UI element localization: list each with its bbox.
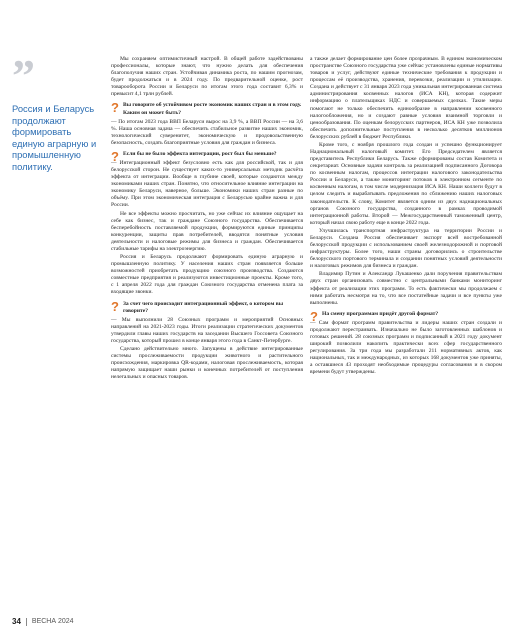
issue-label: ВЕСНА 2024 (31, 618, 74, 625)
question-mark-icon: ? (111, 148, 119, 164)
paragraph: Улучшилась транспортная инфраструктура на территории России и Беларуси. Создана Россия обеспечивает экспорт всей востребованной белорусской продукции с использованием своей железнодорожной и портовой инфраструктуры. Более того, наши страны договорились о строительстве белорусского портового терминала и создании понятных условий деятельности и налоговых режимов для бизнеса и граждан. (310, 227, 502, 270)
footer-divider (26, 618, 27, 626)
paragraph: Сделано действительно много. Запущены в действие интегрированные системы прослеживаемости продукции животного и растительного происхождения, маркировка QR-кодами, налоговая прослеживаемость, которая напрямую защищает наши рынки и конечных потребителей от поступления нелегальных и опасных товаров. (111, 345, 303, 381)
interview-question (111, 102, 303, 116)
paragraph: Не все эффекты можно просчитать, но уже сейчас их влияние ощущает на себе как бизнес, так и граждане Союзного государства. Обеспечивается бесперебойность поставляемой продукции, формируются единые принципы конкуренции, защиты прав потребителей, вводятся понятные условия деятельности и налоговые режимы для бизнеса и граждан. Обеспечивается стабильные тарифы на электроэнергию. (111, 210, 303, 252)
question-mark-icon: ? (111, 298, 119, 314)
paragraph: Россия и Беларусь продолжают формировать единую аграрную и промышленную политику. У населения наших стран появляется больше возможностей приобретать продукцию союзного производства. Создаются совместные предприятия и реализуются инвестиционные проекты. Кроме того, с 1 апреля 2022 года для граждан Союзного государства отменена плата за входящие звонки. (111, 254, 303, 296)
question-mark-icon: ? (111, 100, 119, 116)
paragraph: Мы сохраняем оптимистичный настрой. В общей работе задействованы профессионалы, которые знают, что нужно делать для обеспечения благополучия наших стран. Устойчивая динамика роста, по нашим прогнозам, будет продолжаться и в 2024 году. По предварительной оценке, рост товарооборота России и Беларуси по итогам этого года составит 6,3% и превысит 4,1 трлн рублей. (111, 56, 303, 98)
question-text: Вы говорите об устойчивом росте экономик наших стран и в этом году. Каким он может быть? (123, 102, 302, 116)
question-mark-icon: ? (310, 308, 318, 324)
question-text: На смену программам придёт другой формат? (322, 310, 439, 317)
pull-quote: Россия и Беларусь продолжают формировать единую аграрную и промышленную политику. (12, 103, 97, 172)
interview-question (310, 308, 502, 324)
quote-mark-icon: ” (12, 50, 35, 101)
page-number: 34 (12, 617, 21, 626)
text-column-left (111, 56, 303, 382)
paragraph: Владимир Путин и Александр Лукашенко дали поручения правительствам двух стран организовать совместно с центральными банками мониторинг эффекта от реализации этих программ. То есть фактически мы продолжаем с ними работать несмотря на то, что все постатейные задачи и все пункты уже выполнены. (310, 271, 502, 306)
interview-answer: — Мы выполнили 28 Союзных программ и мероприятий Основных направлений на 2021-2023 годы. Итоги реализации стратегических документов утвердили главы наших государств на заседании Высшего Госсовета Союзного государства, который прошел в конце января этого года в Санкт-Петербурге. (111, 316, 303, 344)
page-footer (12, 617, 74, 626)
paragraph: а также делает формирование цен более прозрачным. В едином экономическом пространстве Союзного государства уже сейчас установлены единые нормативы товаров и услуг, действуют единые технические требования к продукции и процессам её производства, хранения, перевозки, реализации и утилизации. Создана и действует с 31 января 2023 года уникальная интегрированная система администрирования косвенных налогов (ИСА КН), которая содержит информацию о плательщиках НДС и совершаемых сделках. Такие меры помогают не только обеспечить единообразие в направлении косвенного налогообложения, но и создают равные условия взаимной торговли и ценообразования. По оценкам белорусских партнеров, ИСА КН уже позволила обеспечить дополнительные поступления в несколько десятков миллионов белорусских рублей в бюджет Республики. (310, 56, 502, 140)
interview-answer: — По итогам 2023 года ВВП Беларуси вырос на 3,9 %, а ВВП России — на 3,6 %. Наша основная задача — обеспечить стабильное развитие наших экономик, технологический суверенитет, экономическую и продовольственную безопасность, создать благоприятные условия для граждан и бизнеса. (111, 118, 303, 146)
interview-answer: — Сам формат программ правительства и лидеры наших стран создали и продолжают перестраивать. Изначально не было заготовленных шаблонов и готовых решений. 28 союзных программ и подписанный в 2021 году документ широкий позволили накопить практически всех сфер государственного регулирования. За три года мы разработали 211 нормативных актов, как национальных, так и международных, из которых 168 документов уже приняты, а оставшиеся 43 проходят необходимые процедуры согласования и в скором времени будут утверждены. (310, 319, 502, 376)
paragraph: Кроме того, с ноября прошлого года создан и успешно функционирует Наднациональный налоговый комитет. Его Председателем является представитель Республики Беларусь. Также сформированы состав Комитета и секретариат. Основные задачи контроль за реализацией подписанного Договора по косвенным налогам, процессов интеграции налогового законодательства России и Беларуси, а также мониторинг потоков в электронном сегменте по косвенным налогам, в том числе модернизация ИСА КН. Наши коллеги будут в целом следить и вырабатывать предложения по сближению наших налоговых законодательств. К слову, Комитет является одним из двух наднациональных органов Союзного государства, созданного в рамках проводимой интеграционной работы. Второй — Межгосударственный таможенный центр, который начал свою работу еще в конце 2022 года. (310, 141, 502, 226)
question-text: Если бы не было эффекта интеграции, рост был бы меньше? (123, 150, 277, 157)
interview-question (111, 298, 303, 315)
interview-answer: — Интеграционный эффект безусловно есть как для российской, так и для белорусской сторон. Не существует каких-то универсальных методик расчёта эффекта от интеграции. Вообще в глубине своей, которые создаются между экономиками наших стран. Понятно, что относительное влияние интеграции на экономику Беларуси, наверное, больше. Экономики наших стран разные по объёму. При этом экономическая интеграция с Беларусью крайне важна и для России. (111, 160, 303, 209)
question-text: За счет чего происходит интеграционный эффект, о котором вы говорите? (123, 300, 284, 314)
text-column-right (310, 56, 502, 377)
interview-question (111, 148, 303, 164)
